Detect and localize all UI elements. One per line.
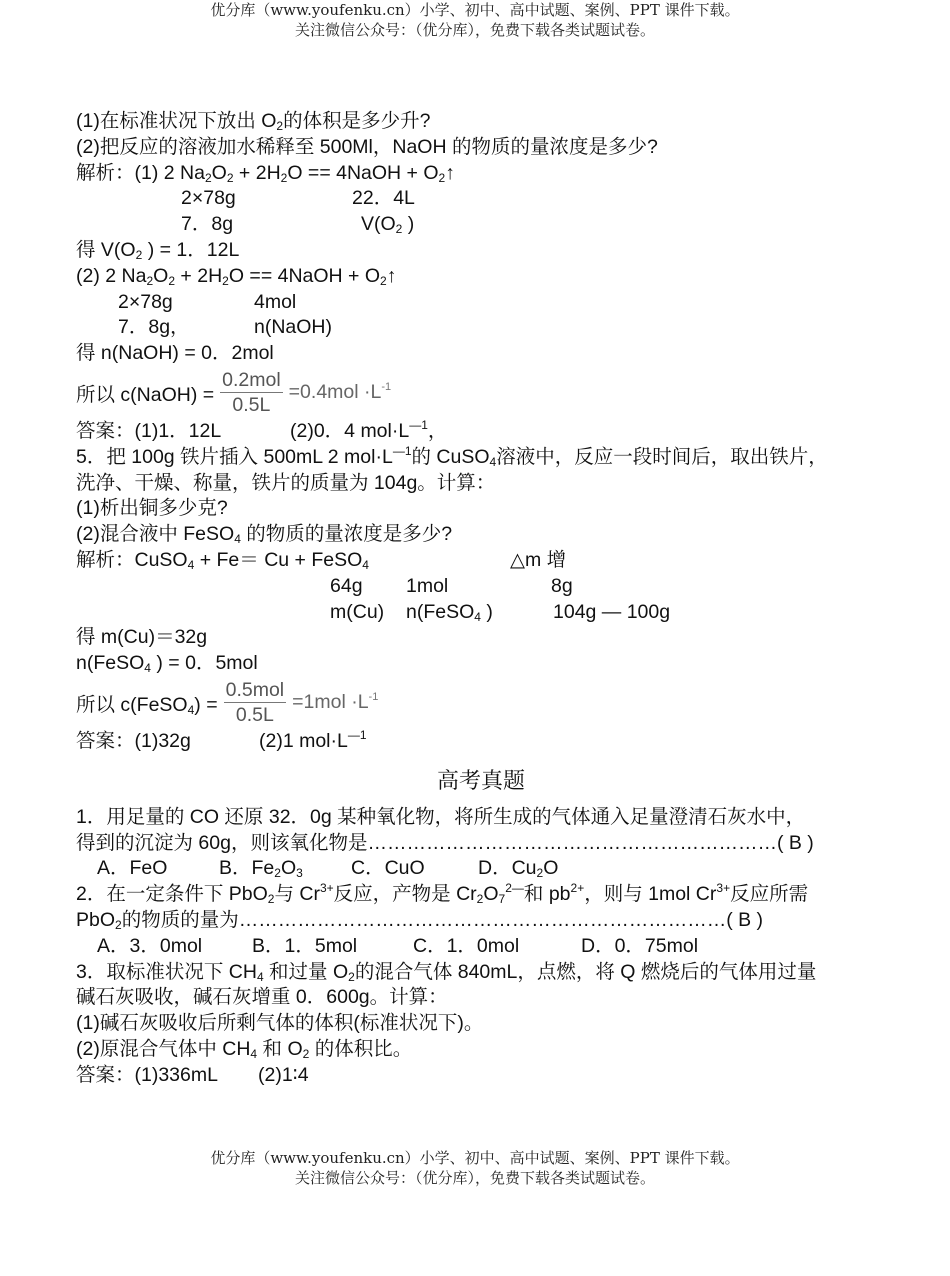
fraction-numerator: 0.5mol [225,679,285,702]
gaokao-2-line-1: 2．在一定条件下 PbO$_2$与 $Cr^{3+}$反应，产物是 $Cr_2O_7^{2—}$和 $pb^{2+}$，则与 1mol $Cr^{3+}$反应所需 [76,881,809,907]
header-line-2: 关注微信公众号：（优分库），免费下载各类试题试卷。 [294,21,655,39]
answer-5: 答案：(1)32g (2)1 $mol\cdot L^{—1}$ [76,727,367,752]
problem-5-line-2: 洗净、干燥、称量，铁片的质量为 104g。计算： [76,471,496,494]
gaokao-3-question-2: (2)原混合气体中 $CH_4$ 和 $O_2$ 的体积比。 [76,1037,413,1061]
question-4-part-2: (2)把反应的溶液加水稀释至 500Ml，NaOH 的物质的量浓度是多少? [76,135,658,158]
equation-1-row-1: 2×78g 22．4L [181,187,415,210]
equation-3-row-2: m(Cu) n(FeSO$_4$ ) 104g — 100g [330,600,671,624]
result-3: 得 m(Cu)＝32g [76,626,208,649]
fraction-denominator: 0.5L [235,704,274,727]
gaokao-1-line-2: 得到的沉淀为 60g，则该氧化物是………………………………………………………( B ) [76,831,814,854]
equation-1: 解析：(1) 2 $Na_2O_2 + 2H_2O$ == 4NaOH + $O_2↑$ [76,161,455,185]
fraction-numerator: 0.2mol [222,369,281,392]
fraction [220,369,283,416]
fraction-line-feso4: 所以 c(FeSO$_4$) = $\frac{\text{0.5mol}}{0.5L}$ $=1mol \cdot L^{-1}$ [76,679,379,727]
result-2: 得 n(NaOH) = 0．2mol [76,342,274,365]
option-a: A．3．0mol [97,934,203,957]
equation-3-row-1: 64g 1mol 8g [330,574,573,597]
gaokao-3-line-2: 碱石灰吸收，碱石灰增重 0．600g。计算： [76,986,448,1009]
gaokao-3-line-1: 3．取标准状况下 $CH_4$ 和过量 $O_2$的混合气体 840mL，点燃，将 Q 燃烧后的气体用过量 [76,960,817,984]
answer-4: 答案：(1)1．12L (2)0．4 $mol\cdot L^{—1}$， [76,417,448,442]
fraction-line-naoh: 所以 c(NaOH) = $\frac{\text{0.2mol}}{0.5L}$ $=0.4mol \cdot L^{-1}$ [76,369,392,417]
page-header [0,0,950,40]
equation-2-row-2: 7．8g， n(NaOH) [118,316,333,339]
question-4-part-1: (1)在标准状况下放出 $O_2$的体积是多少升? [76,110,431,133]
problem-5-question-1: (1)析出铜多少克? [76,497,228,520]
equation-1-row-2: 7．8g $V(O_2$ ) [181,213,415,237]
equation-2-row-1: 2×78g 4mol [118,290,297,313]
fraction-denominator: 0.5L [232,394,271,417]
equation-2: (2) 2 $Na_2O_2 + 2H_2O$ == 4NaOH + $O_2↑$ [76,264,397,288]
header-line-1: 优分库（www.youfenku.cn）小学、初中、高中试题、案例、PPT 课件下载。 [210,1,740,19]
problem-5-question-2: (2)混合液中 FeSO$_4$ 的物质的量浓度是多少? [76,523,453,547]
gaokao-3-question-1: (1)碱石灰吸收后所剩气体的体积(标准状况下)。 [76,1012,484,1035]
gaokao-1-line-1: 1．用足量的 CO 还原 32．0g 某种氧化物，将所生成的气体通入足量澄清石灰水中， [76,805,806,828]
gaokao-2-line-2: PbO$_2$的物质的量为…………………………………………………………………( B ) [76,908,764,932]
footer-line-1: 优分库（www.youfenku.cn）小学、初中、高中试题、案例、PPT 课件下载。 [210,1149,740,1167]
option-c: C．CuO [351,857,425,880]
option-b: B．1．5mol [252,934,358,957]
gaokao-1-options [76,856,886,882]
problem-5-line-1: 5．把 100g 铁片插入 500mL 2 $mol\cdot L^{—1}$的 CuSO$_4$溶液中，反应一段时间后，取出铁片， [76,443,828,469]
option-c: C．1．0mol [413,934,520,957]
page-footer [0,1148,950,1188]
gaokao-2-options [76,934,886,960]
equation-3: 解析：CuSO$_4$ + Fe＝ Cu + FeSO$_4$ △m 增 [76,548,567,572]
footer-line-2: 关注微信公众号：（优分库），免费下载各类试题试卷。 [294,1169,655,1187]
option-a: A．FeO [97,857,168,880]
result-4: n(FeSO$_4$ ) = 0．5mol [76,652,258,676]
gaokao-3-answer: 答案：(1)336mL (2)1∶4 [76,1063,309,1086]
document-body [76,109,886,1089]
section-title: 高考真题 [436,768,525,794]
option-d: D．$Cu_2O$ [478,857,559,881]
result-1: 得 $V(O_2$ ) = 1．12L [76,238,240,262]
option-b: B．$Fe_2O_3$ [219,857,303,881]
option-d: D．0．75mol [581,934,699,957]
fraction [224,679,287,726]
